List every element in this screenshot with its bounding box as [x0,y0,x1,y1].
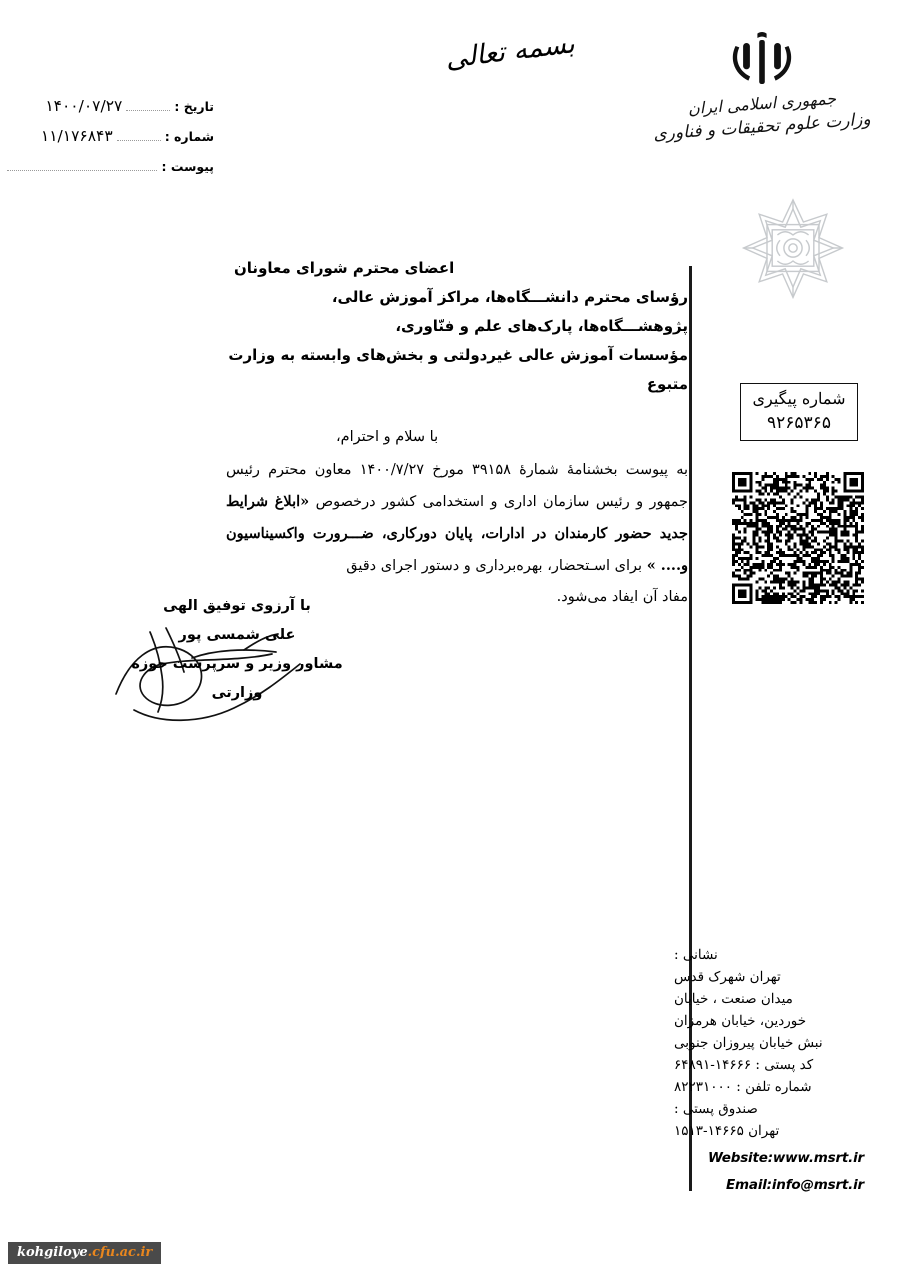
address-label: نشانی : [674,947,718,963]
signature-name: علی شمسی پور [178,627,296,643]
signature-closing: با آرزوی توفیق الهی [163,598,311,614]
phone-number: شماره تلفن : ۸۲۲۳۱۰۰۰ [674,1079,812,1095]
addressee-line-2: رؤسای محترم دانشـــگاه‌ها، مراکز آموزش عالی، پژوهشـــگاه‌ها، پارک‌های علم و فنّاوری، [331,288,688,335]
qr-code-icon[interactable] [732,472,864,604]
iran-emblem-icon [726,26,798,88]
body-part-1: به پیوست بخشنامهٔ شمارهٔ ۳۹۱۵۸ مورخ ۱۴۰۰/۷/۲۷ معاون محترم رئیس جمهور و رئیس سازمان اداری و استخدامی کشور درخصوص [226,462,689,510]
website-url[interactable]: Website:www.msrt.ir [707,1150,864,1166]
meta-row-date [24,86,214,116]
attachment-leader-rule [7,170,157,171]
body-quote: «ابلاغ شرایط جدید حضور کارمندان در ادارات، پایان دورکاری، ضـــرورت واکسیناسیون و.... » [226,493,688,574]
po-box-label: صندوق پستی : [674,1101,758,1117]
meta-row-attachment [24,146,214,176]
number-value: ۱۱/۱۷۶۸۴۳ [40,127,113,145]
letter-meta-block [24,86,214,176]
address-block [674,944,864,1196]
signature-block [112,592,362,708]
watermark-primary: kohgiloye [17,1245,88,1260]
number-leader-rule [117,140,161,141]
date-label: تاریخ : [174,99,214,114]
number-label: شماره : [164,129,214,144]
signature-title: مشاور وزیر و سرپرست حوزه وزارتی [131,656,343,701]
email-address[interactable]: Email:info@msrt.ir [726,1177,864,1193]
attachment-label: پیوست : [161,159,214,174]
date-value: ۱۴۰۰/۰۷/۲۷ [45,97,123,115]
salutation: با سلام و احترام، [336,429,439,445]
address-line-2: میدان صنعت ، خیابان [674,991,793,1007]
po-box-value: تهران ۱۴۶۶۵-۱۵۱۳ [674,1123,780,1139]
address-line-1: تهران شهرک قدس [674,969,781,985]
postal-code: کد پستی : ۱۴۶۶۶-۶۴۸۹۱ [674,1057,814,1073]
body-paragraph [226,455,688,613]
addressee-line-3: مؤسسات آموزش عالی غیردولتی و بخش‌های وابسته به وزارت متبوع [228,346,688,393]
site-watermark [8,1242,161,1264]
tracking-number-box [740,383,858,441]
meta-row-number [24,116,214,146]
address-line-3: خوردین، خیابان هرمزان [674,1013,807,1029]
besmeh-taala: بسمه تعالی [443,28,577,75]
tracking-number-label: شماره پیگیری [752,389,846,408]
letter-body [226,254,688,613]
watermark-secondary: .cfu.ac.ir [87,1245,153,1260]
addressee-line-1: اعضای محترم شورای معاونان [234,259,455,277]
date-leader-rule [126,110,170,111]
country-name: جمهوری اسلامی ایران [687,88,837,119]
letterhead [652,26,872,145]
islamic-star-ornament-icon [728,196,858,326]
addressee-block [226,254,688,399]
body-part-2: برای اسـتحضار، بهره‌برداری و دستور اجرای دقیق [346,558,647,574]
body-part-3: مفاد آن ایفاد می‌شود. [556,589,688,605]
ministry-name: وزارت علوم تحقیقات و فناوری [652,109,872,145]
tracking-number-value: ۹۲۶۵۳۶۵ [767,413,831,433]
address-line-4: نبش خیابان پیروزان جنوبی [674,1035,823,1051]
